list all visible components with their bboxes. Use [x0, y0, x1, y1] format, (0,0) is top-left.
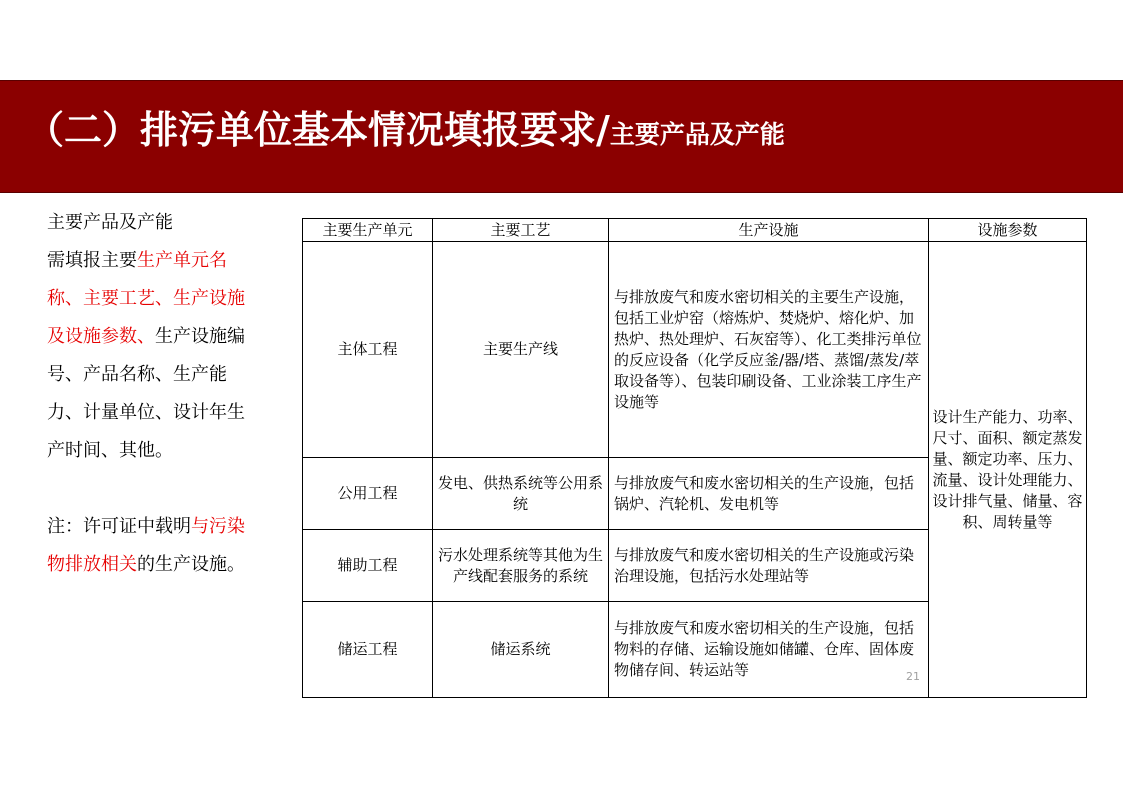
description-paragraph — [47, 242, 262, 470]
header-facility: 生产设施 — [609, 219, 929, 242]
description-highlight: 生产单元名称、主要工艺、生产设施及设施参数、 — [47, 250, 245, 347]
cell-process: 发电、供热系统等公用系统 — [433, 458, 609, 530]
cell-unit: 主体工程 — [303, 242, 433, 458]
cell-unit: 公用工程 — [303, 458, 433, 530]
header-params: 设施参数 — [929, 219, 1087, 242]
note-highlight: 与污染物排放相关 — [47, 516, 245, 575]
cell-facility: 与排放废气和废水密切相关的生产设施或污染治理设施，包括污水处理站等 — [609, 530, 929, 602]
note-pre: 注：许可证中载明 — [47, 516, 191, 537]
page-title — [26, 107, 785, 153]
header-process: 主要工艺 — [433, 219, 609, 242]
table-header-row — [303, 219, 1087, 242]
header-unit: 主要生产单元 — [303, 219, 433, 242]
cell-unit: 储运工程 — [303, 602, 433, 698]
note-post: 的生产设施。 — [137, 554, 245, 575]
title-bar — [0, 80, 1123, 193]
cell-process: 主要生产线 — [433, 242, 609, 458]
cell-process: 污水处理系统等其他为生产线配套服务的系统 — [433, 530, 609, 602]
cell-process: 储运系统 — [433, 602, 609, 698]
cell-facility: 与排放废气和废水密切相关的主要生产设施，包括工业炉窑（熔炼炉、焚烧炉、熔化炉、加热炉、热处理炉、石灰窑等）、化工类排污单位的反应设备（化学反应釜/器/塔、蒸馏/蒸发/萃取设备等）、包装印刷设备、工业涂装工序生产设施等 — [609, 242, 929, 458]
page-number: 21 — [906, 670, 920, 683]
description-heading: 主要产品及产能 — [47, 212, 173, 233]
title-sub: 主要产品及产能 — [609, 120, 785, 149]
description-panel — [47, 204, 262, 584]
cell-facility: 与排放废气和废水密切相关的生产设施，包括物料的存储、运输设施如储罐、仓库、固体废物储存间、转运站等 — [609, 602, 929, 698]
note-paragraph — [47, 508, 262, 584]
description-pre: 需填报主要 — [47, 250, 137, 271]
cell-facility: 与排放废气和废水密切相关的生产设施，包括锅炉、汽轮机、发电机等 — [609, 458, 929, 530]
table-row — [303, 242, 1087, 458]
description-post: 生产设施编号、产品名称、生产能力、计量单位、设计年生产时间、其他。 — [47, 326, 245, 461]
title-main: （二）排污单位基本情况填报要求/ — [26, 107, 610, 152]
cell-params: 设计生产能力、功率、尺寸、面积、额定蒸发量、额定功率、压力、流量、设计处理能力、设计排气量、储量、容积、周转量等 — [929, 242, 1087, 698]
cell-unit: 辅助工程 — [303, 530, 433, 602]
facility-table — [302, 218, 1087, 698]
paragraph-gap — [47, 470, 262, 508]
